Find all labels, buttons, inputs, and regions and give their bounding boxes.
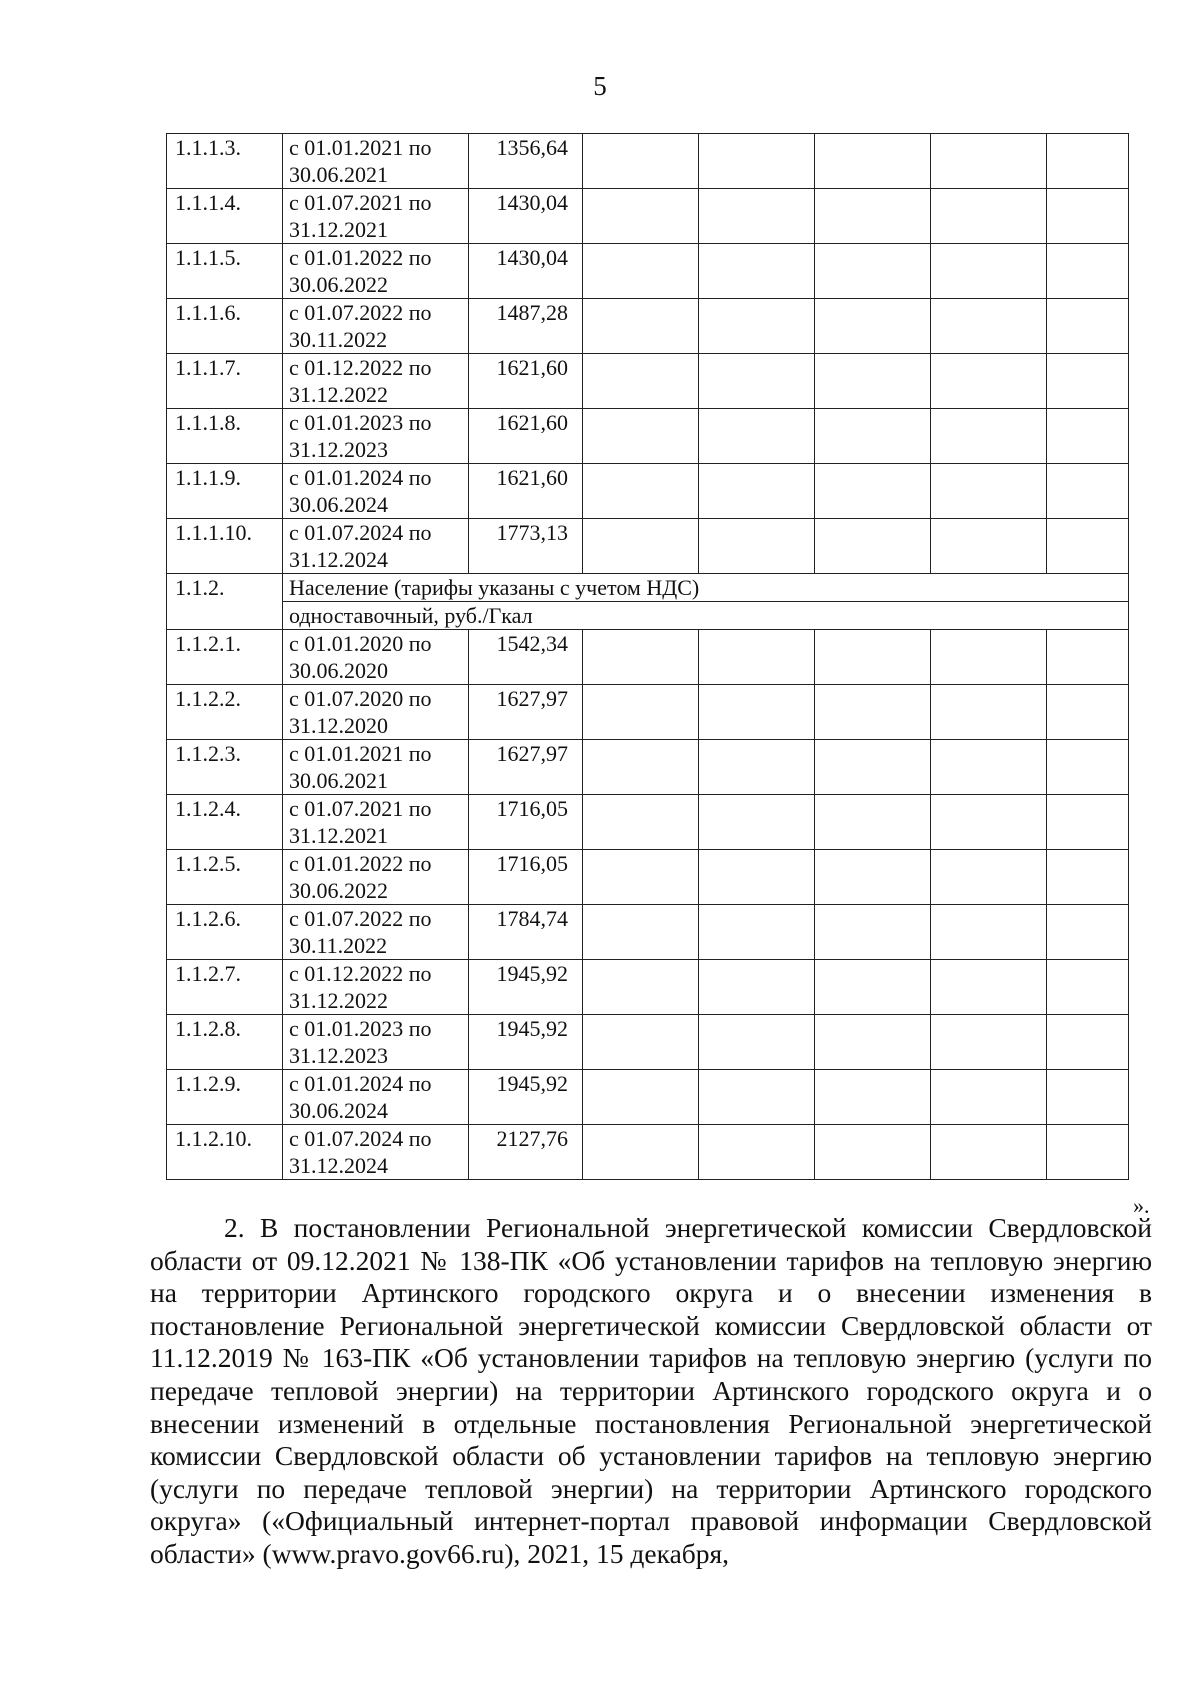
row-price: 1716,05	[469, 795, 583, 850]
empty-cell	[583, 795, 699, 850]
empty-cell	[1047, 299, 1129, 354]
row-price: 1945,92	[469, 960, 583, 1015]
table-row	[167, 299, 1129, 354]
period-start: с 01.01.2021 по	[289, 135, 432, 160]
row-price: 1356,64	[469, 134, 583, 189]
empty-cell	[699, 1125, 815, 1180]
empty-cell	[1047, 244, 1129, 299]
table-body-part2	[167, 630, 1129, 1180]
empty-cell	[931, 630, 1047, 685]
row-price: 1773,13	[469, 519, 583, 574]
period-start: с 01.01.2023 по	[289, 410, 432, 435]
empty-cell	[931, 354, 1047, 409]
row-period	[283, 1125, 469, 1180]
row-period	[283, 850, 469, 905]
empty-cell	[815, 519, 931, 574]
empty-cell	[931, 960, 1047, 1015]
empty-cell	[699, 850, 815, 905]
row-period	[283, 244, 469, 299]
row-price: 1487,28	[469, 299, 583, 354]
empty-cell	[583, 740, 699, 795]
row-price: 1784,74	[469, 905, 583, 960]
table-row	[167, 850, 1129, 905]
amendment-paragraph: 2. В постановлении Региональной энергетической комиссии Свердловской области от 09.12.2021 № 138-ПК «Об установлении тарифов на тепловую энергию на территории Артинского городского округа и о внесении изменения в постановление Региональной энергетической комиссии Свердловской области от 11.12.2019 № 163-ПК «Об установлении тарифов на тепловую энергию (услуги по передаче тепловой энергии) на территории Артинского городского округа и о внесении изменений в отдельные постановления Региональной энергетической комиссии Свердловской области об установлении тарифов на тепловую энергию (услуги по передаче тепловой энергии) на территории Артинского городского округа» («Официальный интернет-портал правовой информации Свердловской области» (www.pravo.gov66.ru), 2021, 15 декабря,	[150, 1212, 1152, 1569]
row-number: 1.1.2.10.	[167, 1125, 283, 1180]
row-period	[283, 189, 469, 244]
empty-cell	[583, 244, 699, 299]
empty-cell	[583, 519, 699, 574]
empty-cell	[583, 409, 699, 464]
empty-cell	[699, 960, 815, 1015]
row-period	[283, 354, 469, 409]
tariff-table	[166, 133, 1129, 1180]
period-start: с 01.01.2023 по	[289, 1016, 432, 1041]
empty-cell	[583, 960, 699, 1015]
period-start: с 01.07.2020 по	[289, 686, 432, 711]
row-period	[283, 795, 469, 850]
row-period	[283, 685, 469, 740]
row-period	[283, 1070, 469, 1125]
period-start: с 01.12.2022 по	[289, 355, 432, 380]
empty-cell	[931, 464, 1047, 519]
table-row	[167, 519, 1129, 574]
empty-cell	[1047, 189, 1129, 244]
table-section-header	[167, 574, 1129, 630]
period-end: 31.12.2022	[289, 988, 388, 1013]
empty-cell	[931, 409, 1047, 464]
period-start: с 01.12.2022 по	[289, 961, 432, 986]
period-start: с 01.07.2021 по	[289, 796, 432, 821]
empty-cell	[699, 740, 815, 795]
row-period	[283, 134, 469, 189]
table-row	[167, 354, 1129, 409]
period-end: 31.12.2024	[289, 1153, 388, 1178]
row-period	[283, 1015, 469, 1070]
empty-cell	[931, 244, 1047, 299]
table-row	[167, 1015, 1129, 1070]
period-start: с 01.01.2022 по	[289, 245, 432, 270]
empty-cell	[1047, 685, 1129, 740]
empty-cell	[931, 134, 1047, 189]
empty-cell	[583, 1015, 699, 1070]
empty-cell	[583, 850, 699, 905]
row-number: 1.1.2.4.	[167, 795, 283, 850]
empty-cell	[815, 905, 931, 960]
empty-cell	[931, 850, 1047, 905]
period-end: 31.12.2024	[289, 547, 388, 572]
empty-cell	[815, 1015, 931, 1070]
empty-cell	[1047, 134, 1129, 189]
period-start: с 01.01.2024 по	[289, 1071, 432, 1096]
section-number: 1.1.2.	[167, 574, 283, 630]
period-end: 31.12.2021	[289, 823, 388, 848]
empty-cell	[815, 960, 931, 1015]
period-end: 30.06.2022	[289, 878, 388, 903]
table-row	[167, 1070, 1129, 1125]
section-subtitle: одноставочный, руб./Гкал	[283, 602, 1129, 630]
table-row	[167, 134, 1129, 189]
empty-cell	[815, 409, 931, 464]
row-period	[283, 905, 469, 960]
period-end: 31.12.2023	[289, 437, 388, 462]
empty-cell	[1047, 795, 1129, 850]
row-number: 1.1.2.8.	[167, 1015, 283, 1070]
empty-cell	[699, 134, 815, 189]
period-end: 31.12.2020	[289, 713, 388, 738]
row-number: 1.1.2.1.	[167, 630, 283, 685]
row-number: 1.1.2.2.	[167, 685, 283, 740]
row-number: 1.1.1.6.	[167, 299, 283, 354]
section-title: Население (тарифы указаны с учетом НДС)	[283, 574, 1129, 602]
empty-cell	[1047, 905, 1129, 960]
table-row	[167, 189, 1129, 244]
row-price: 1716,05	[469, 850, 583, 905]
empty-cell	[699, 630, 815, 685]
period-end: 30.06.2024	[289, 492, 388, 517]
row-price: 1430,04	[469, 244, 583, 299]
table-row	[167, 740, 1129, 795]
empty-cell	[815, 630, 931, 685]
row-price: 1621,60	[469, 409, 583, 464]
period-start: с 01.07.2022 по	[289, 906, 432, 931]
row-number: 1.1.2.5.	[167, 850, 283, 905]
empty-cell	[699, 685, 815, 740]
row-number: 1.1.2.6.	[167, 905, 283, 960]
empty-cell	[699, 795, 815, 850]
section-header-row	[167, 574, 1129, 602]
period-end: 30.06.2024	[289, 1098, 388, 1123]
empty-cell	[931, 519, 1047, 574]
row-price: 1621,60	[469, 464, 583, 519]
period-end: 30.06.2022	[289, 272, 388, 297]
empty-cell	[815, 685, 931, 740]
row-number: 1.1.1.5.	[167, 244, 283, 299]
empty-cell	[931, 1015, 1047, 1070]
row-number: 1.1.2.9.	[167, 1070, 283, 1125]
empty-cell	[699, 464, 815, 519]
empty-cell	[699, 1015, 815, 1070]
row-price: 2127,76	[469, 1125, 583, 1180]
empty-cell	[699, 244, 815, 299]
row-period	[283, 409, 469, 464]
row-number: 1.1.1.7.	[167, 354, 283, 409]
row-price: 1542,34	[469, 630, 583, 685]
table-row	[167, 685, 1129, 740]
table-row	[167, 905, 1129, 960]
period-end: 30.11.2022	[289, 933, 388, 958]
empty-cell	[815, 850, 931, 905]
empty-cell	[583, 1070, 699, 1125]
empty-cell	[583, 299, 699, 354]
row-number: 1.1.2.7.	[167, 960, 283, 1015]
empty-cell	[815, 189, 931, 244]
empty-cell	[815, 134, 931, 189]
row-number: 1.1.1.8.	[167, 409, 283, 464]
empty-cell	[931, 189, 1047, 244]
period-start: с 01.07.2022 по	[289, 300, 432, 325]
empty-cell	[699, 299, 815, 354]
row-number: 1.1.1.10.	[167, 519, 283, 574]
empty-cell	[583, 134, 699, 189]
empty-cell	[1047, 960, 1129, 1015]
empty-cell	[931, 1125, 1047, 1180]
empty-cell	[583, 685, 699, 740]
row-period	[283, 519, 469, 574]
empty-cell	[583, 354, 699, 409]
period-start: с 01.01.2024 по	[289, 465, 432, 490]
row-period	[283, 464, 469, 519]
period-start: с 01.01.2022 по	[289, 851, 432, 876]
empty-cell	[931, 740, 1047, 795]
row-price: 1430,04	[469, 189, 583, 244]
row-period	[283, 299, 469, 354]
empty-cell	[1047, 409, 1129, 464]
empty-cell	[1047, 1015, 1129, 1070]
table-row	[167, 409, 1129, 464]
table-body-part1	[167, 134, 1129, 574]
empty-cell	[699, 905, 815, 960]
period-start: с 01.01.2021 по	[289, 741, 432, 766]
empty-cell	[1047, 354, 1129, 409]
period-start: с 01.07.2021 по	[289, 190, 432, 215]
row-period	[283, 740, 469, 795]
table-row	[167, 244, 1129, 299]
row-number: 1.1.1.9.	[167, 464, 283, 519]
empty-cell	[931, 905, 1047, 960]
empty-cell	[699, 354, 815, 409]
period-end: 30.06.2021	[289, 162, 388, 187]
table-row	[167, 1125, 1129, 1180]
row-period	[283, 960, 469, 1015]
row-price: 1621,60	[469, 354, 583, 409]
period-end: 30.06.2020	[289, 658, 388, 683]
period-end: 30.11.2022	[289, 327, 388, 352]
empty-cell	[815, 464, 931, 519]
period-end: 31.12.2023	[289, 1043, 388, 1068]
period-start: с 01.01.2020 по	[289, 631, 432, 656]
empty-cell	[583, 189, 699, 244]
empty-cell	[1047, 464, 1129, 519]
row-price: 1627,97	[469, 685, 583, 740]
empty-cell	[583, 1125, 699, 1180]
empty-cell	[699, 519, 815, 574]
row-number: 1.1.1.3.	[167, 134, 283, 189]
row-price: 1945,92	[469, 1070, 583, 1125]
empty-cell	[1047, 740, 1129, 795]
empty-cell	[583, 905, 699, 960]
empty-cell	[1047, 1070, 1129, 1125]
empty-cell	[1047, 1125, 1129, 1180]
empty-cell	[931, 685, 1047, 740]
empty-cell	[1047, 519, 1129, 574]
empty-cell	[815, 244, 931, 299]
empty-cell	[583, 464, 699, 519]
empty-cell	[815, 1125, 931, 1180]
table-row	[167, 795, 1129, 850]
section-subtitle-row	[167, 602, 1129, 630]
empty-cell	[699, 1070, 815, 1125]
row-price: 1945,92	[469, 1015, 583, 1070]
empty-cell	[815, 354, 931, 409]
period-start: с 01.07.2024 по	[289, 520, 432, 545]
table-row	[167, 960, 1129, 1015]
closing-quote: ».	[1133, 1193, 1150, 1218]
empty-cell	[931, 299, 1047, 354]
page-number: 5	[593, 71, 607, 101]
empty-cell	[583, 630, 699, 685]
period-start: с 01.07.2024 по	[289, 1126, 432, 1151]
empty-cell	[699, 409, 815, 464]
row-number: 1.1.2.3.	[167, 740, 283, 795]
empty-cell	[1047, 850, 1129, 905]
period-end: 31.12.2022	[289, 382, 388, 407]
row-period	[283, 630, 469, 685]
table-row	[167, 630, 1129, 685]
empty-cell	[815, 740, 931, 795]
row-price: 1627,97	[469, 740, 583, 795]
empty-cell	[815, 299, 931, 354]
table-row	[167, 464, 1129, 519]
row-number: 1.1.1.4.	[167, 189, 283, 244]
period-end: 31.12.2021	[289, 217, 388, 242]
empty-cell	[1047, 630, 1129, 685]
empty-cell	[699, 189, 815, 244]
empty-cell	[931, 795, 1047, 850]
empty-cell	[815, 1070, 931, 1125]
empty-cell	[815, 795, 931, 850]
empty-cell	[931, 1070, 1047, 1125]
period-end: 30.06.2021	[289, 768, 388, 793]
